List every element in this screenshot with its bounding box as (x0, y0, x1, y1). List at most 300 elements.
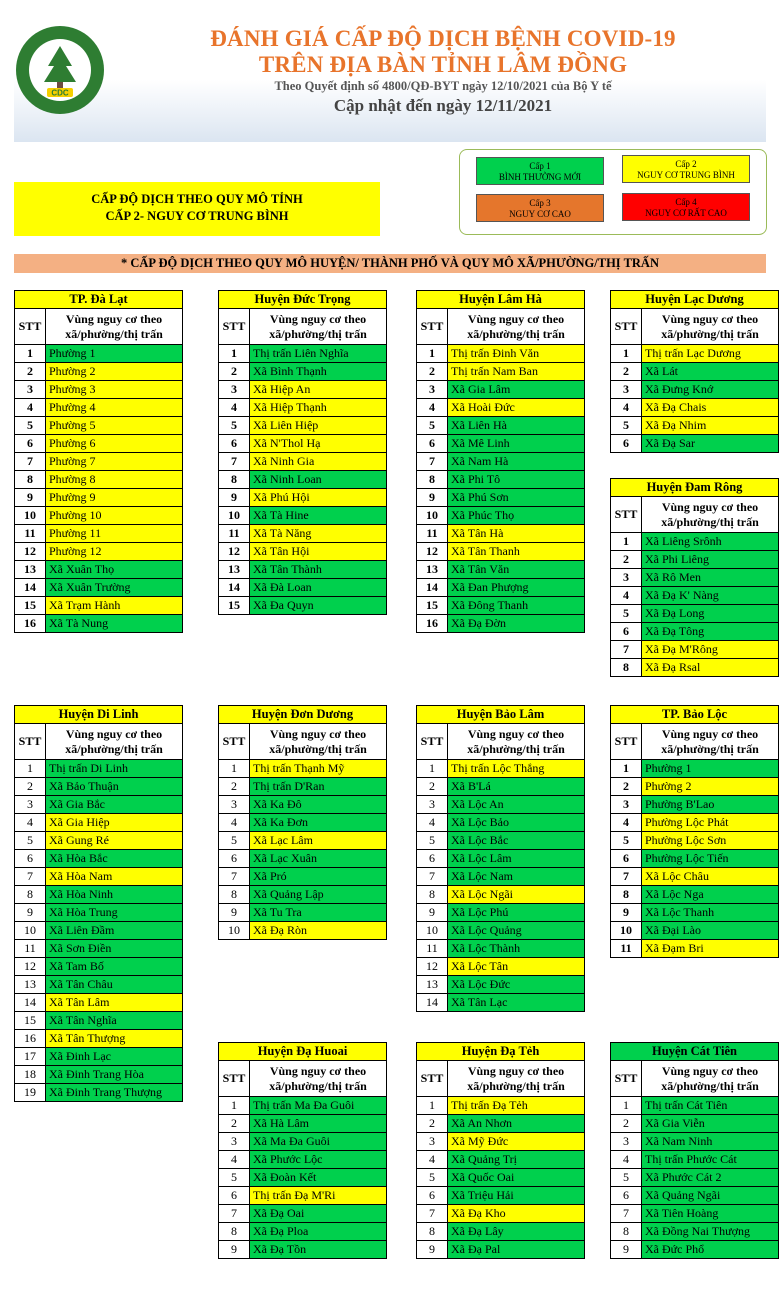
row-number: 8 (611, 886, 642, 904)
table-row (611, 832, 779, 850)
row-number: 10 (219, 922, 250, 940)
commune-name: Xã Liên Hà (448, 417, 585, 435)
row-number: 15 (219, 597, 250, 615)
table-row (219, 778, 387, 796)
table-row (611, 435, 779, 453)
commune-name: Xã Đoàn Kết (250, 1169, 387, 1187)
table-row (611, 587, 779, 605)
row-number: 2 (219, 1115, 250, 1133)
table-row (219, 1187, 387, 1205)
table-row (611, 1187, 779, 1205)
row-number: 1 (15, 345, 46, 363)
commune-name: Xã Đan Phượng (448, 579, 585, 597)
row-number: 4 (611, 587, 642, 605)
table-row (15, 435, 183, 453)
row-number: 14 (15, 579, 46, 597)
commune-name: Xã Lộc Bắc (448, 832, 585, 850)
row-number: 2 (417, 363, 448, 381)
commune-name: Xã Lạc Lâm (250, 832, 387, 850)
district-name: Huyện Cát Tiên (611, 1043, 779, 1061)
table-row (417, 1097, 585, 1115)
row-number: 1 (611, 1097, 642, 1115)
commune-name: Phường Lộc Tiến (642, 850, 779, 868)
row-number: 5 (611, 605, 642, 623)
province-level-box (14, 182, 380, 236)
row-number: 6 (417, 1187, 448, 1205)
row-number: 5 (15, 832, 46, 850)
commune-name: Xã Đông Thanh (448, 597, 585, 615)
table-row (611, 363, 779, 381)
row-number: 8 (417, 1223, 448, 1241)
row-number: 1 (611, 760, 642, 778)
row-number: 5 (611, 832, 642, 850)
commune-name: Phường 4 (46, 399, 183, 417)
table-row (611, 551, 779, 569)
table-row (15, 922, 183, 940)
row-number: 6 (15, 850, 46, 868)
risk-zone-header: Vùng nguy cơ theo xã/phường/thị trấn (642, 724, 779, 760)
commune-name: Phường B'Lao (642, 796, 779, 814)
commune-name: Xã Liên Đầm (46, 922, 183, 940)
commune-name: Xã Mỹ Đức (448, 1133, 585, 1151)
commune-name: Xã Đạ Ploa (250, 1223, 387, 1241)
row-number: 2 (219, 363, 250, 381)
commune-name: Thị trấn Đinh Văn (448, 345, 585, 363)
risk-zone-header: Vùng nguy cơ theo xã/phường/thị trấn (46, 309, 183, 345)
risk-zone-header: Vùng nguy cơ theo xã/phường/thị trấn (46, 724, 183, 760)
row-number: 5 (219, 417, 250, 435)
table-row (417, 1151, 585, 1169)
commune-name: Phường Lộc Phát (642, 814, 779, 832)
commune-name: Xã Lộc Thành (448, 940, 585, 958)
commune-name: Xã Ma Đa Guôi (250, 1133, 387, 1151)
table-row (611, 1133, 779, 1151)
commune-name: Xã Lộc Thanh (642, 904, 779, 922)
commune-name: Xã Lộc Tân (448, 958, 585, 976)
table-row (15, 381, 183, 399)
row-number: 4 (417, 814, 448, 832)
row-number: 2 (219, 778, 250, 796)
row-number: 3 (219, 381, 250, 399)
commune-name: Xã Lộc Bảo (448, 814, 585, 832)
row-number: 3 (15, 381, 46, 399)
row-number: 5 (417, 417, 448, 435)
table-row (417, 507, 585, 525)
table-row (15, 363, 183, 381)
table-row (417, 1223, 585, 1241)
commune-name: Xã Hiệp An (250, 381, 387, 399)
table-row (417, 1205, 585, 1223)
commune-name: Xã Đạ Long (642, 605, 779, 623)
row-number: 3 (611, 796, 642, 814)
table-row (611, 569, 779, 587)
table-row (417, 435, 585, 453)
row-number: 3 (417, 1133, 448, 1151)
row-number: 2 (611, 1115, 642, 1133)
commune-name: Xã Lộc Lâm (448, 850, 585, 868)
table-row (219, 814, 387, 832)
row-number: 16 (15, 615, 46, 633)
row-number: 12 (417, 543, 448, 561)
commune-name: Xã Lộc Quảng (448, 922, 585, 940)
row-number: 1 (15, 760, 46, 778)
row-number: 8 (219, 471, 250, 489)
commune-name: Xã Tân Thượng (46, 1030, 183, 1048)
table-row (611, 1097, 779, 1115)
commune-name: Phường 2 (46, 363, 183, 381)
commune-name: Xã Xuân Trường (46, 579, 183, 597)
table-row (417, 994, 585, 1012)
district-table (416, 705, 585, 1012)
row-number: 11 (15, 525, 46, 543)
table-row (219, 1151, 387, 1169)
table-row (611, 814, 779, 832)
district-name: Huyện Đạ Tẻh (417, 1043, 585, 1061)
table-row (611, 345, 779, 363)
district-table (14, 705, 183, 1102)
table-row (15, 1084, 183, 1102)
commune-name: Thị trấn Đạ M'Ri (250, 1187, 387, 1205)
table-row (15, 904, 183, 922)
commune-name: Xã Phước Cát 2 (642, 1169, 779, 1187)
update-date: Cập nhật đến ngày 12/11/2021 (333, 96, 553, 115)
district-name: Huyện Đam Rông (611, 479, 779, 497)
row-number: 7 (219, 453, 250, 471)
stt-header: STT (15, 309, 46, 345)
commune-name: Xã Quảng Trị (448, 1151, 585, 1169)
table-row (417, 832, 585, 850)
commune-name: Thị trấn Cát Tiên (642, 1097, 779, 1115)
row-number: 13 (15, 561, 46, 579)
table-row (611, 605, 779, 623)
table-row (417, 417, 585, 435)
district-table (610, 705, 779, 958)
row-number: 8 (417, 471, 448, 489)
row-number: 16 (15, 1030, 46, 1048)
commune-name: Xã Lộc Nam (448, 868, 585, 886)
row-number: 14 (219, 579, 250, 597)
commune-name: Xã Quảng Ngãi (642, 1187, 779, 1205)
row-number: 6 (611, 623, 642, 641)
table-row (15, 994, 183, 1012)
risk-zone-header: Vùng nguy cơ theo xã/phường/thị trấn (642, 497, 779, 533)
table-row (417, 814, 585, 832)
table-row (417, 453, 585, 471)
risk-zone-header: Vùng nguy cơ theo xã/phường/thị trấn (250, 309, 387, 345)
row-number: 9 (219, 489, 250, 507)
row-number: 3 (611, 381, 642, 399)
commune-name: Xã Tà Hine (250, 507, 387, 525)
commune-name: Xã Quốc Oai (448, 1169, 585, 1187)
commune-name: Xã Tân Hội (250, 543, 387, 561)
row-number: 3 (417, 381, 448, 399)
commune-name: Xã Hòa Ninh (46, 886, 183, 904)
table-row (611, 623, 779, 641)
commune-name: Xã Lộc Châu (642, 868, 779, 886)
stt-header: STT (15, 724, 46, 760)
table-row (417, 1241, 585, 1259)
table-row (219, 525, 387, 543)
table-row (15, 796, 183, 814)
row-number: 1 (219, 1097, 250, 1115)
table-row (611, 1151, 779, 1169)
table-row (219, 561, 387, 579)
table-row (219, 868, 387, 886)
commune-name: Xã Gia Hiệp (46, 814, 183, 832)
commune-name: Phường Lộc Sơn (642, 832, 779, 850)
commune-name: Xã Gia Viễn (642, 1115, 779, 1133)
row-number: 7 (611, 641, 642, 659)
table-row (15, 832, 183, 850)
commune-name: Xã Tân Lâm (46, 994, 183, 1012)
table-row (219, 507, 387, 525)
row-number: 7 (417, 453, 448, 471)
commune-name: Thị trấn D'Ran (250, 778, 387, 796)
row-number: 5 (15, 417, 46, 435)
table-row (15, 850, 183, 868)
commune-name: Xã Triệu Hải (448, 1187, 585, 1205)
commune-name: Xã Đinh Trang Thượng (46, 1084, 183, 1102)
commune-name: Xã N'Thol Hạ (250, 435, 387, 453)
commune-name: Xã Đức Phổ (642, 1241, 779, 1259)
table-row (15, 507, 183, 525)
row-number: 5 (219, 1169, 250, 1187)
commune-name: Xã Tu Tra (250, 904, 387, 922)
commune-name: Xã Ninh Loan (250, 471, 387, 489)
table-row (611, 533, 779, 551)
row-number: 2 (417, 1115, 448, 1133)
row-number: 7 (219, 868, 250, 886)
row-number: 6 (15, 435, 46, 453)
row-number: 4 (611, 1151, 642, 1169)
commune-name: Thị trấn Liên Nghĩa (250, 345, 387, 363)
row-number: 10 (417, 922, 448, 940)
row-number: 6 (417, 850, 448, 868)
table-row (611, 417, 779, 435)
table-row (611, 1115, 779, 1133)
commune-name: Phường 3 (46, 381, 183, 399)
row-number: 10 (219, 507, 250, 525)
stt-header: STT (219, 309, 250, 345)
risk-zone-header: Vùng nguy cơ theo xã/phường/thị trấn (250, 724, 387, 760)
row-number: 7 (15, 868, 46, 886)
legend-level-3: Cấp 3 NGUY CƠ CAO (476, 194, 604, 222)
risk-zone-header: Vùng nguy cơ theo xã/phường/thị trấn (642, 309, 779, 345)
district-name: Huyện Di Linh (15, 706, 183, 724)
commune-name: Xã Lộc An (448, 796, 585, 814)
commune-name: Xã Gia Bắc (46, 796, 183, 814)
table-row (417, 904, 585, 922)
table-row (15, 1048, 183, 1066)
commune-name: Xã Tân Châu (46, 976, 183, 994)
commune-name: Thị trấn Lộc Thắng (448, 760, 585, 778)
risk-zone-header: Vùng nguy cơ theo xã/phường/thị trấn (250, 1061, 387, 1097)
table-row (15, 958, 183, 976)
table-row (15, 345, 183, 363)
commune-name: Xã Rô Men (642, 569, 779, 587)
table-row (219, 1223, 387, 1241)
row-number: 6 (219, 850, 250, 868)
row-number: 11 (219, 525, 250, 543)
table-row (417, 850, 585, 868)
table-row (219, 453, 387, 471)
table-row (417, 597, 585, 615)
row-number: 15 (15, 597, 46, 615)
commune-name: Xã Trạm Hành (46, 597, 183, 615)
row-number: 10 (15, 922, 46, 940)
row-number: 10 (417, 507, 448, 525)
commune-name: Xã Gung Ré (46, 832, 183, 850)
commune-name: Xã Đạ Kho (448, 1205, 585, 1223)
table-row (15, 453, 183, 471)
commune-name: Xã Tân Thành (250, 561, 387, 579)
row-number: 1 (417, 345, 448, 363)
commune-name: Phường 9 (46, 489, 183, 507)
commune-name: Xã Tân Lạc (448, 994, 585, 1012)
stt-header: STT (219, 1061, 250, 1097)
legend-level-4: Cấp 4 NGUY CƠ RẤT CAO (622, 193, 750, 221)
commune-name: Phường 6 (46, 435, 183, 453)
commune-name: Xã Lộc Nga (642, 886, 779, 904)
stt-header: STT (611, 309, 642, 345)
table-row (219, 850, 387, 868)
table-row (417, 922, 585, 940)
row-number: 11 (417, 940, 448, 958)
row-number: 3 (219, 796, 250, 814)
table-row (417, 778, 585, 796)
table-row (15, 471, 183, 489)
table-row (417, 1169, 585, 1187)
row-number: 7 (15, 453, 46, 471)
table-row (417, 940, 585, 958)
row-number: 11 (417, 525, 448, 543)
commune-name: Xã Lát (642, 363, 779, 381)
row-number: 9 (219, 904, 250, 922)
row-number: 7 (417, 1205, 448, 1223)
row-number: 14 (417, 579, 448, 597)
row-number: 3 (611, 1133, 642, 1151)
commune-name: Xã Hiệp Thạnh (250, 399, 387, 417)
table-row (219, 489, 387, 507)
table-row (611, 641, 779, 659)
commune-name: Xã Liêng Srônh (642, 533, 779, 551)
row-number: 8 (219, 1223, 250, 1241)
commune-name: Phường 7 (46, 453, 183, 471)
commune-name: Xã Đưng Knớ (642, 381, 779, 399)
row-number: 13 (417, 561, 448, 579)
row-number: 10 (611, 922, 642, 940)
province-level-value: CẤP 2- NGUY CƠ TRUNG BÌNH (105, 209, 289, 223)
table-row (611, 659, 779, 677)
table-row (15, 1012, 183, 1030)
district-table (218, 705, 387, 940)
commune-name: Xã Đại Lào (642, 922, 779, 940)
commune-name: Xã Ka Đơn (250, 814, 387, 832)
table-row (15, 525, 183, 543)
row-number: 14 (417, 994, 448, 1012)
row-number: 3 (15, 796, 46, 814)
table-row (219, 399, 387, 417)
commune-name: Xã Đạ Chais (642, 399, 779, 417)
table-row (219, 543, 387, 561)
commune-name: Thị trấn Phước Cát (642, 1151, 779, 1169)
district-table (218, 1042, 387, 1259)
row-number: 12 (417, 958, 448, 976)
row-number: 12 (219, 543, 250, 561)
commune-name: Xã Đa Quyn (250, 597, 387, 615)
commune-name: Xã Xuân Thọ (46, 561, 183, 579)
district-table (218, 290, 387, 615)
table-row (15, 814, 183, 832)
row-number: 19 (15, 1084, 46, 1102)
row-number: 13 (219, 561, 250, 579)
row-number: 4 (15, 814, 46, 832)
commune-name: Xã Đạ Tông (642, 623, 779, 641)
row-number: 5 (417, 832, 448, 850)
commune-name: Xã Hà Lâm (250, 1115, 387, 1133)
commune-name: Xã Đồng Nai Thượng (642, 1223, 779, 1241)
table-row (15, 543, 183, 561)
table-row (417, 543, 585, 561)
commune-name: Xã Đạ K' Nàng (642, 587, 779, 605)
commune-name: Xã Đạ Ròn (250, 922, 387, 940)
row-number: 10 (15, 507, 46, 525)
table-row (611, 886, 779, 904)
commune-name: Xã Đạ Nhim (642, 417, 779, 435)
row-number: 2 (15, 778, 46, 796)
stt-header: STT (417, 1061, 448, 1097)
table-row (417, 760, 585, 778)
commune-name: Xã Phú Sơn (448, 489, 585, 507)
table-row (219, 1205, 387, 1223)
table-row (611, 778, 779, 796)
stt-header: STT (219, 724, 250, 760)
table-row (15, 597, 183, 615)
decision-reference: Theo Quyết định số 4800/QĐ-BYT ngày 12/10/2021 của Bộ Y tế (274, 79, 612, 93)
legend-level-2: Cấp 2 NGUY CƠ TRUNG BÌNH (622, 155, 750, 183)
commune-name: Xã Gia Lâm (448, 381, 585, 399)
commune-name: Xã Ka Đô (250, 796, 387, 814)
page-title: ĐÁNH GIÁ CẤP ĐỘ DỊCH BỆNH COVID-19 (210, 26, 676, 51)
table-row (417, 561, 585, 579)
row-number: 6 (219, 435, 250, 453)
table-row (219, 922, 387, 940)
district-name: Huyện Lạc Dương (611, 291, 779, 309)
commune-name: Xã Lộc Phú (448, 904, 585, 922)
row-number: 9 (417, 1241, 448, 1259)
table-row (15, 868, 183, 886)
row-number: 3 (611, 569, 642, 587)
table-row (417, 615, 585, 633)
province-level-title: CẤP ĐỘ DỊCH THEO QUY MÔ TỈNH (91, 192, 303, 206)
table-row (417, 579, 585, 597)
row-number: 16 (417, 615, 448, 633)
commune-name: Xã Hòa Bắc (46, 850, 183, 868)
table-row (219, 597, 387, 615)
row-number: 1 (219, 345, 250, 363)
row-number: 14 (15, 994, 46, 1012)
table-row (219, 1169, 387, 1187)
cdc-logo-icon (14, 24, 106, 116)
row-number: 7 (611, 1205, 642, 1223)
commune-name: Xã Sơn Điền (46, 940, 183, 958)
row-number: 6 (611, 1187, 642, 1205)
commune-name: Xã Đạ Lây (448, 1223, 585, 1241)
commune-name: Xã Bảo Thuận (46, 778, 183, 796)
commune-name: Xã Đạm Bri (642, 940, 779, 958)
district-name: Huyện Lâm Hà (417, 291, 585, 309)
row-number: 8 (219, 886, 250, 904)
